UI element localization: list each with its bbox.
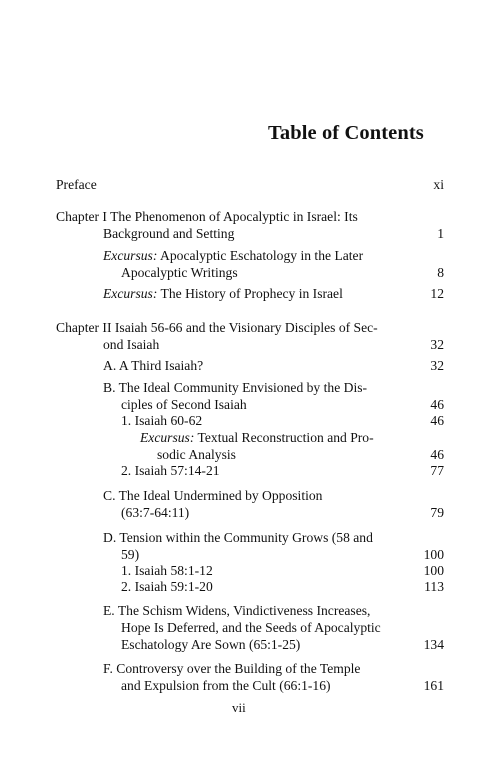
excursus-title: Textual Reconstruction and Pro- (197, 430, 374, 445)
page-number: vii (232, 700, 246, 715)
toc-section-b-1-page: 46 (430, 413, 444, 428)
toc-section-c-page: 79 (430, 505, 444, 520)
excursus-label: Excursus: (140, 430, 195, 445)
toc-excursus-1 (103, 247, 363, 265)
toc-section-b-2-page: 77 (430, 463, 444, 478)
toc-section-d-cont: 59) (121, 547, 140, 562)
toc-section-b-page: 46 (430, 397, 444, 412)
toc-section-e-cont: Hope Is Deferred, and the Seeds of Apocalyptic (121, 620, 381, 635)
toc-section-a-page: 32 (430, 358, 444, 373)
toc-excursus-1-page: 8 (437, 265, 444, 280)
toc-excursus-2-page: 12 (430, 286, 444, 301)
toc-section-b-excursus-page: 46 (430, 447, 444, 462)
excursus-label: Excursus: (103, 248, 158, 263)
toc-section-b-1: 1. Isaiah 60-62 (121, 413, 203, 428)
toc-section-e-page: 134 (423, 637, 444, 652)
toc-chapter-1-title-cont: Background and Setting (103, 226, 235, 241)
excursus-label: Excursus: (103, 286, 158, 301)
toc-excursus-2 (103, 285, 343, 303)
toc-section-b-cont: ciples of Second Isaiah (121, 397, 247, 412)
excursus-title: The History of Prophecy in Israel (160, 286, 343, 301)
toc-section-f-cont: and Expulsion from the Cult (66:1-16) (121, 678, 331, 693)
toc-chapter-2-title: Chapter II Isaiah 56-66 and the Visionary Disciples of Sec- (56, 320, 378, 335)
toc-section-f: F. Controversy over the Building of the Temple (103, 661, 361, 676)
toc-preface-page: xi (433, 177, 444, 192)
toc-section-d-1: 1. Isaiah 58:1-12 (121, 563, 213, 578)
toc-section-e-cont2: Eschatology Are Sown (65:1-25) (121, 637, 301, 652)
toc-section-f-page: 161 (423, 678, 444, 693)
toc-section-b-excursus (140, 429, 374, 447)
toc-chapter-1-title: Chapter I The Phenomenon of Apocalyptic in Israel: Its (56, 209, 358, 224)
excursus-title: Apocalyptic Eschatology in the Later (160, 248, 364, 263)
page-title: Table of Contents (268, 122, 424, 144)
toc-chapter-1-page: 1 (437, 226, 444, 241)
toc-section-d-page: 100 (423, 547, 444, 562)
toc-section-d-1-page: 100 (423, 563, 444, 578)
toc-section-c: C. The Ideal Undermined by Opposition (103, 488, 323, 503)
toc-chapter-2-page: 32 (430, 337, 444, 352)
toc-section-d-2-page: 113 (424, 579, 444, 594)
toc-section-d-2: 2. Isaiah 59:1-20 (121, 579, 213, 594)
toc-section-c-cont: (63:7-64:11) (121, 505, 190, 520)
toc-excursus-1-cont: Apocalyptic Writings (121, 265, 238, 280)
toc-preface-label: Preface (56, 177, 97, 192)
toc-section-d: D. Tension within the Community Grows (58 and (103, 530, 373, 545)
toc-section-b: B. The Ideal Community Envisioned by the Dis- (103, 380, 368, 395)
toc-section-e: E. The Schism Widens, Vindictiveness Increases, (103, 603, 371, 618)
toc-section-b-2: 2. Isaiah 57:14-21 (121, 463, 220, 478)
toc-section-b-excursus-cont: sodic Analysis (157, 447, 236, 462)
toc-chapter-2-title-cont: ond Isaiah (103, 337, 160, 352)
toc-section-a: A. A Third Isaiah? (103, 358, 204, 373)
